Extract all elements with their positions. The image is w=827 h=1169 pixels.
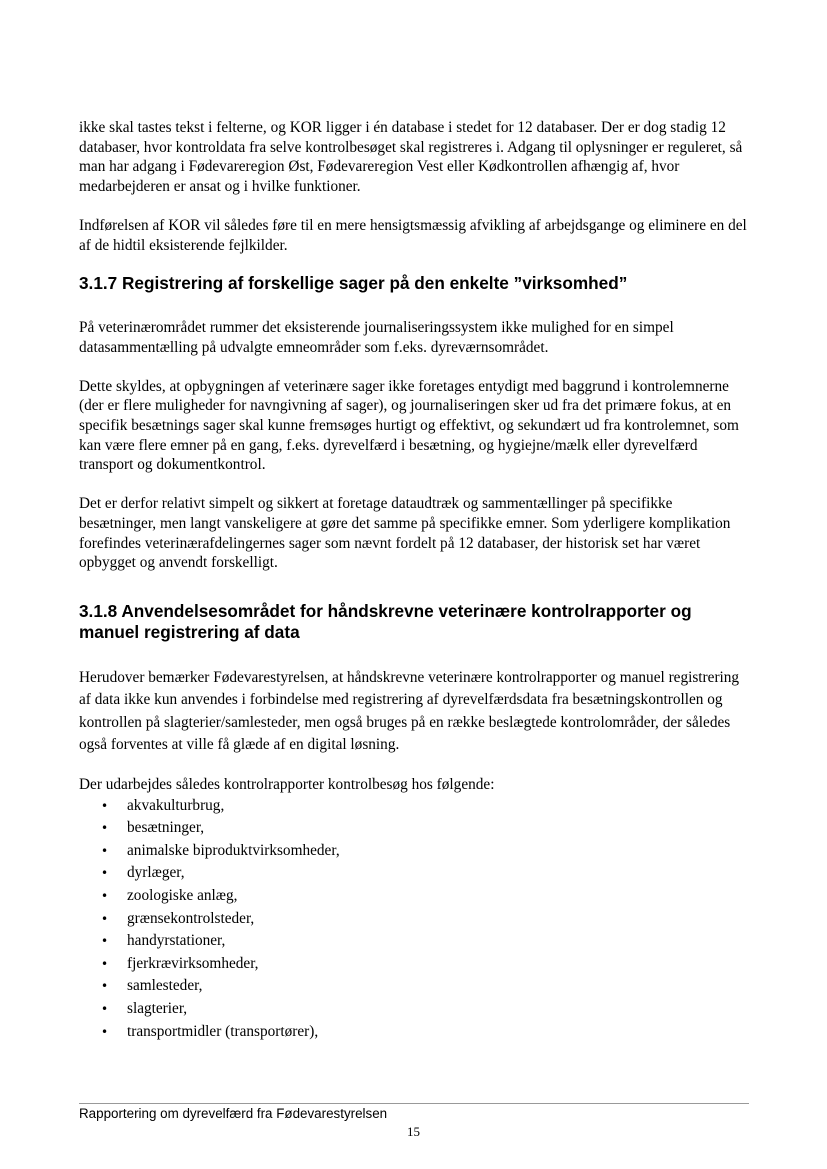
list-item: [79, 795, 749, 818]
section-317-heading: 3.1.7 Registrering af forskellige sager på den enkelte ”virksomhed”: [79, 273, 628, 294]
list-item-text: besætninger,: [127, 819, 205, 837]
list-item-text: samlesteder,: [127, 977, 203, 995]
bullet-icon: •: [101, 1024, 109, 1039]
section-317-paragraph-1: På veterinærområdet rummer det eksisterende journaliseringssystem ikke mulighed for en simpel datasammentælling på udvalgte emneområder som f.eks. dyreværnsområdet.: [79, 319, 674, 356]
list-item: [79, 817, 749, 840]
bullet-icon: •: [101, 866, 109, 881]
section-318-paragraph-1: Herudover bemærker Fødevarestyrelsen, at håndskrevne veterinære kontrolrapporter og manuel registrering af data ikke kun anvendes i forbindelse med registrering af dyrevelfærdsdata fra besætningskontrollen og kontrollen på slagterier/samlesteder, men også bruges på en række beslægtede kontrolområder, der således også forventes at ville få glæde af en digital løsning.: [79, 668, 740, 754]
list-item-text: akvakulturbrug,: [127, 796, 225, 814]
section-318-paragraph-2: Der udarbejdes således kontrolrapporter kontrolbesøg hos følgende:: [79, 775, 495, 793]
list-item: [79, 885, 749, 908]
list-item: [79, 975, 749, 998]
inspection-sites-list: [79, 795, 749, 1044]
list-item-text: fjerkrævirksomheder,: [127, 954, 259, 972]
bullet-icon: •: [101, 798, 109, 813]
list-item: [79, 930, 749, 953]
bullet-icon: •: [101, 821, 109, 836]
bullet-icon: •: [101, 934, 109, 949]
bullet-icon: •: [101, 979, 109, 994]
list-item-text: animalske biproduktvirksomheder,: [127, 841, 340, 859]
list-item-text: transportmidler (transportører),: [127, 1022, 319, 1040]
list-item: [79, 953, 749, 976]
list-item-text: slagterier,: [127, 1000, 188, 1017]
page-body: [79, 118, 749, 1043]
list-item: [79, 840, 749, 863]
page-number: 15: [407, 1124, 420, 1139]
section-317-paragraph-2: Dette skyldes, at opbygningen af veterinære sager ikke foretages entydigt med baggrund i kontrolemnerne (der er flere muligheder for navngivning af sager), og journaliseringen sker ud fra det primære fokus, at en specifik besætnings sager skal kunne fremsøges hurtigt og effektivt, og sekundært ud fra kontrolemnet, som kan være flere emner på en gang, f.eks. dyrevelfærd i besætning, og hygiejne/mælk eller dyrevelfærd transport og dokumentkontrol.: [79, 377, 739, 474]
section-318-heading: 3.1.8 Anvendelsesområdet for håndskrevne veterinære kontrolrapporter og manuel registrering af data: [79, 600, 692, 642]
list-item-text: grænsekontrolsteder,: [127, 909, 255, 927]
list-item: [79, 908, 749, 931]
section-317-paragraph-3: Det er derfor relativt simpelt og sikkert at foretage dataudtræk og sammentællinger på specifikke besætninger, men langt vanskeligere at gøre det samme på specifikke emner. Som yderligere komplikation forefindes veterinærafdelingernes sager som nævnt fordelt på 12 databaser, der historisk set har været opbygget og anvendt forskelligt.: [79, 495, 731, 572]
bullet-icon: •: [101, 843, 109, 858]
list-item: [79, 862, 749, 885]
bullet-icon: •: [101, 1002, 109, 1016]
list-item: [79, 1021, 749, 1044]
footer-divider: [79, 1103, 749, 1104]
intro-paragraph-1: ikke skal tastes tekst i felterne, og KOR ligger i én database i stedet for 12 databaser. Der er dog stadig 12 databaser, hvor kontroldata fra selve kontrolbesøget skal registreres i. Adgang til oplysninger er reguleret, så man har adgang i Fødevareregion Øst, Fødevareregion Vest eller Kødkontrollen afhængig af, hvor medarbejderen er ansat og i hvilke funktioner.: [79, 119, 743, 196]
list-item-text: handyrstationer,: [127, 932, 226, 950]
bullet-icon: •: [101, 956, 109, 971]
list-item-text: dyrlæger,: [127, 864, 185, 882]
list-item-text: zoologiske anlæg,: [127, 887, 238, 905]
footer-title: Rapportering om dyrevelfærd fra Fødevarestyrelsen: [79, 1106, 388, 1121]
list-item: [79, 998, 749, 1021]
intro-paragraph-2: Indførelsen af KOR vil således føre til en mere hensigtsmæssig afvikling af arbejdsgange og eliminere en del af de hidtil eksisterende fejlkilder.: [79, 216, 747, 254]
bullet-icon: •: [101, 911, 109, 926]
bullet-icon: •: [101, 889, 109, 904]
